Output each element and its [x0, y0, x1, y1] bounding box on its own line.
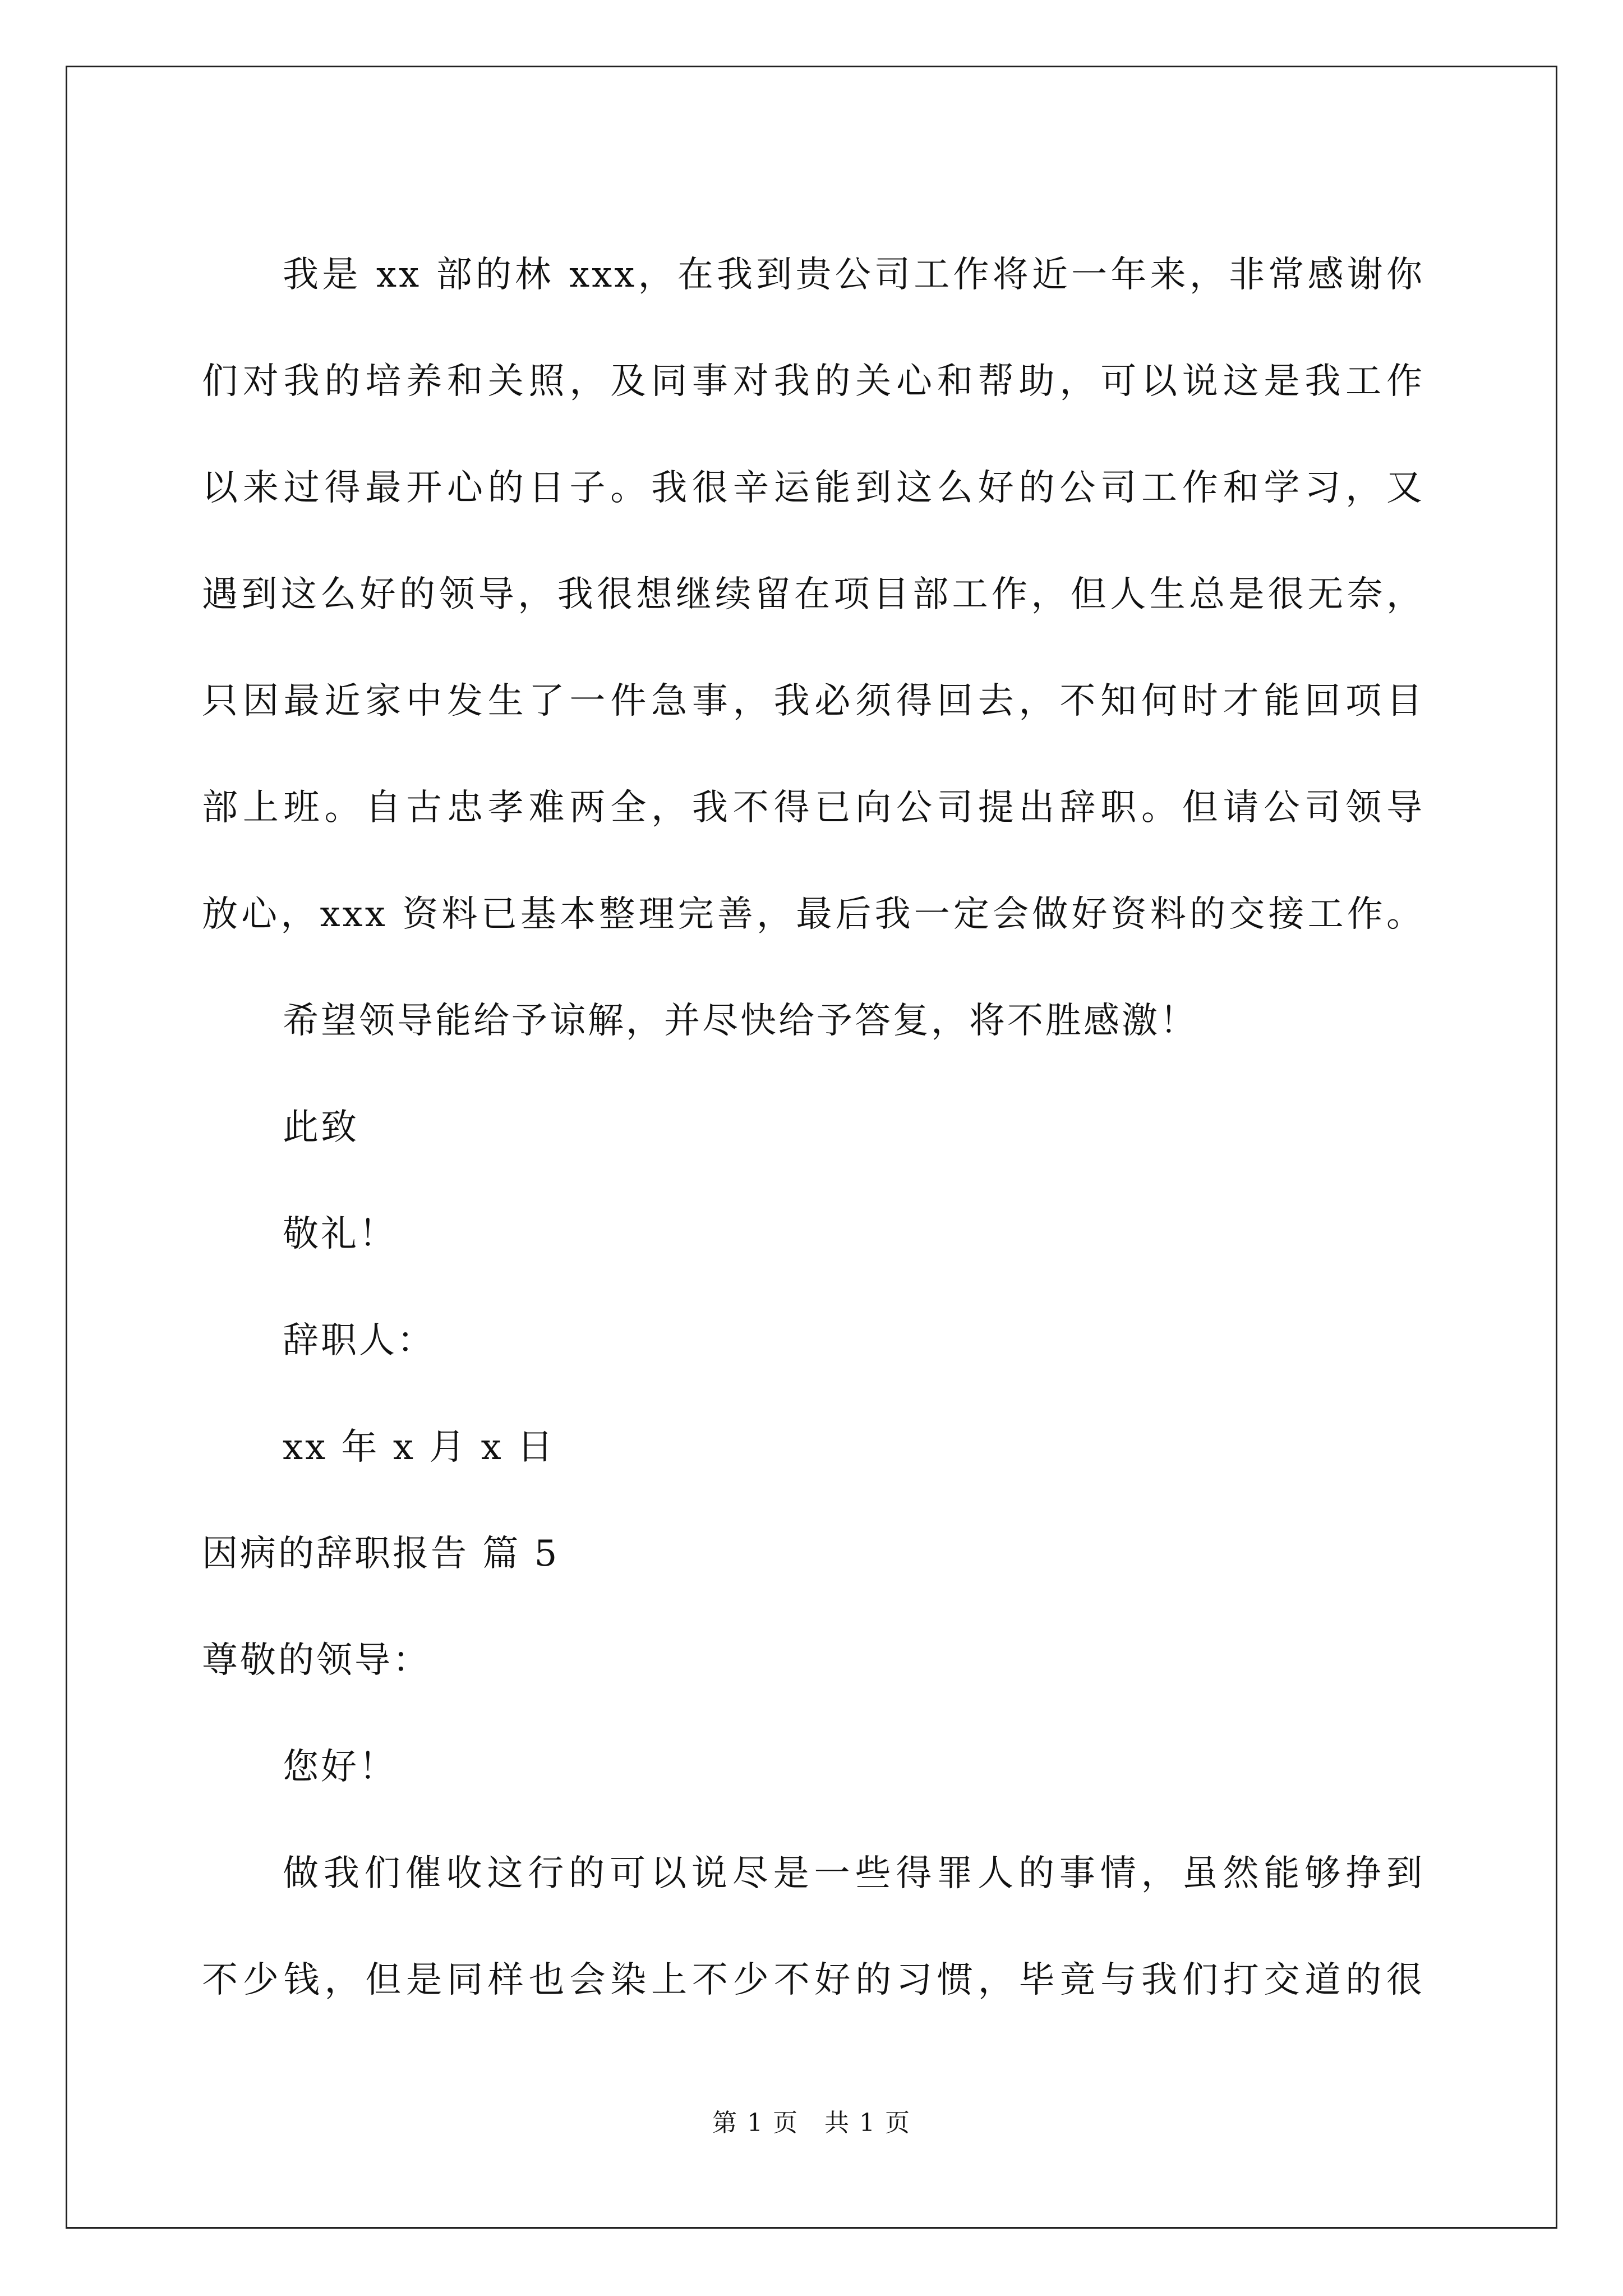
- paragraph-line: 希望领导能给予谅解，并尽快给予答复，将不胜感激！: [283, 1000, 1198, 1042]
- paragraph-line: 我是 xx 部的林 xxx，在我到贵公司工作将近一年来，非常感谢你: [283, 254, 1424, 296]
- greeting-recipient: 尊敬的领导：: [202, 1640, 431, 1681]
- greeting-hello: 您好！: [283, 1746, 397, 1788]
- paragraph-line: 遇到这么好的领导，我很想继续留在项目部工作，但人生总是很无奈，: [202, 574, 1424, 615]
- section-heading: 因病的辞职报告 篇 5: [202, 1533, 560, 1575]
- signature-label: 辞职人：: [283, 1320, 435, 1361]
- closing-regards: 敬礼！: [283, 1213, 397, 1255]
- paragraph-line: 做我们催收这行的可以说尽是一些得罪人的事情，虽然能够挣到: [283, 1853, 1424, 1894]
- page-footer: 第 1 页 共 1 页: [712, 2109, 911, 2137]
- closing-salutation: 此致: [283, 1107, 359, 1148]
- paragraph-line: 不少钱，但是同样也会染上不少不好的习惯，毕竟与我们打交道的很: [202, 1959, 1424, 2001]
- date-line: xx 年 x 月 x 日: [283, 1427, 556, 1468]
- paragraph-line: 放心，xxx 资料已基本整理完善，最后我一定会做好资料的交接工作。: [202, 894, 1424, 935]
- document-body: [202, 222, 1424, 2033]
- paragraph-line: 们对我的培养和关照，及同事对我的关心和帮助，可以说这是我工作: [202, 361, 1424, 402]
- paragraph-line: 以来过得最开心的日子。我很辛运能到这么好的公司工作和学习，又: [202, 467, 1424, 509]
- paragraph-line: 只因最近家中发生了一件急事，我必须得回去，不知何时才能回项目: [202, 680, 1424, 722]
- paragraph-line: 部上班。自古忠孝难两全，我不得已向公司提出辞职。但请公司领导: [202, 787, 1424, 829]
